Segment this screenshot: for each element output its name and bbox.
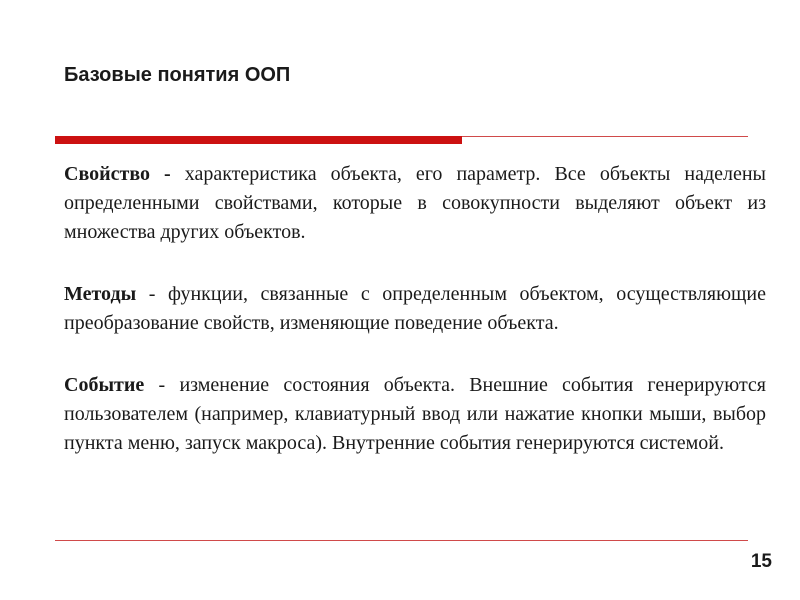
term-separator: -	[136, 283, 168, 305]
paragraph-methods	[64, 280, 766, 338]
slide-body	[64, 160, 766, 458]
title-accent-bar	[55, 136, 462, 144]
paragraph-property	[64, 160, 766, 247]
term-property: Свойство	[64, 163, 150, 185]
term-separator: -	[150, 163, 185, 185]
slide-title: Базовые понятия ООП	[64, 64, 291, 86]
definition-property: характеристика объекта, его параметр. Все объекты наделены определенными свойствами, которые в совокупности выделяют объект из множества других объектов.	[64, 163, 766, 243]
paragraph-event	[64, 371, 766, 458]
footer-divider-line	[55, 540, 748, 541]
term-event: Событие	[64, 374, 145, 396]
page-number: 15	[750, 551, 772, 572]
definition-methods: функции, связанные с определенным объектом, осуществляющие преобразование свойств, изменяющие поведение объекта.	[64, 283, 767, 334]
term-methods: Методы	[64, 283, 137, 305]
definition-event: изменение состояния объекта. Внешние события генерируются пользователем (например, клавиатурный ввод или нажатие кнопки мыши, выбор пункта меню, запуск макроса). Внутренние события генерируются системой.	[64, 374, 766, 454]
term-separator: -	[144, 374, 180, 396]
